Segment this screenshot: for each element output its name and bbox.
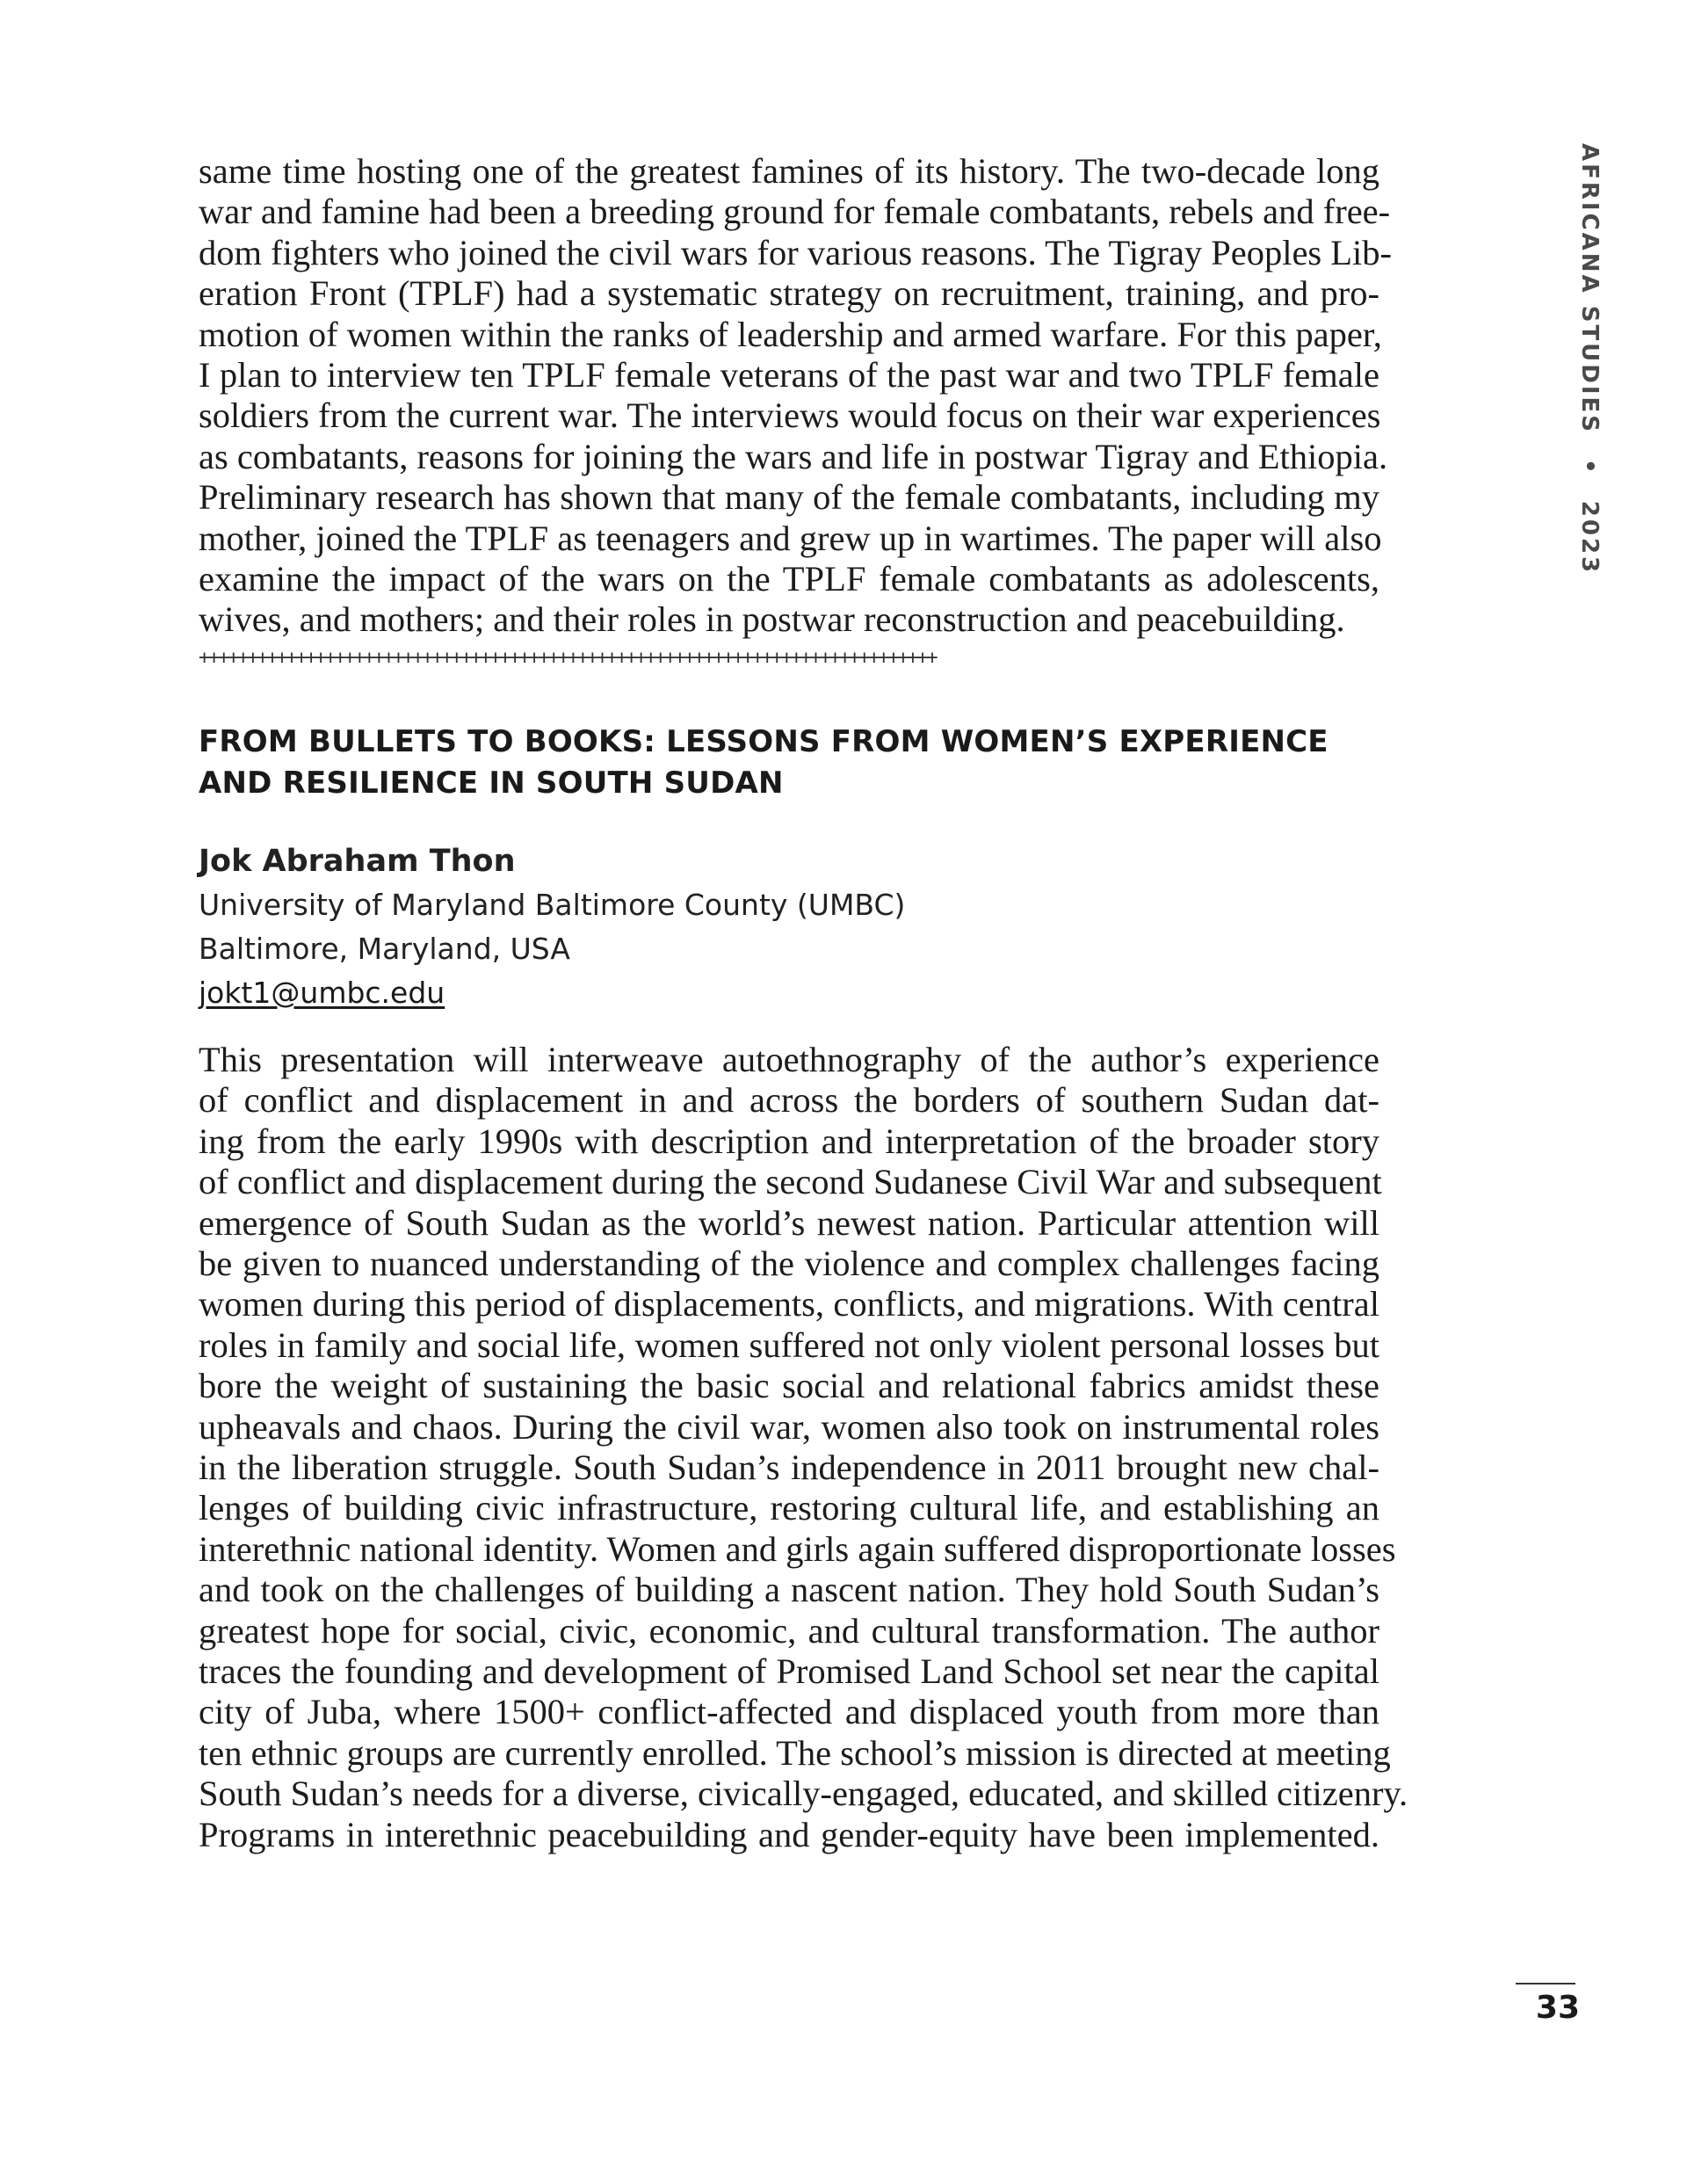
running-head-year: 2023 (1576, 500, 1603, 576)
paragraph-line: as combatants, reasons for joining the wars and life in postwar Tigray and Ethiopia. (199, 436, 1388, 476)
paragraph-line: and took on the challenges of building a nascent nation. They hold South Sudan’s (199, 1570, 1379, 1610)
author-location: Baltimore, Maryland, USA (199, 931, 570, 966)
paragraph-line: This presentation will interweave autoethnography of the author’s experience (199, 1039, 1379, 1079)
paragraph-line: greatest hope for social, civic, economic, and cultural transformation. The author (199, 1610, 1379, 1651)
article-title-line-2: AND RESILIENCE IN SOUTH SUDAN (199, 765, 784, 801)
author-email-link[interactable]: jokt1@umbc.edu (199, 975, 445, 1010)
section-separator: ++++++++++++++++++++++++++++++++++++++++++++++++++++++++++++++++++++++++++++ (199, 647, 937, 669)
intro-paragraph (199, 151, 1393, 641)
paragraph-line: motion of women within the ranks of leadership and armed warfare. For this paper, (199, 314, 1382, 354)
article-title-line-1: FROM BULLETS TO BOOKS: LESSONS FROM WOMEN’S EXPERIENCE (199, 723, 1329, 759)
article-title (199, 722, 1379, 804)
paragraph-line: interethnic national identity. Women and girls again suffered disproportionate losses (199, 1528, 1396, 1569)
author-institution: University of Maryland Baltimore County (UMBC) (199, 887, 906, 922)
paragraph-line: same time hosting one of the greatest famines of its history. The two-decade long (199, 151, 1379, 191)
paragraph-line: roles in family and social life, women suffered not only violent personal losses but (199, 1324, 1379, 1365)
paragraph-line: I plan to interview ten TPLF female veterans of the past war and two TPLF female (199, 355, 1379, 395)
paragraph-line: wives, and mothers; and their roles in postwar reconstruction and peacebuilding. (199, 599, 1345, 640)
paragraph-line: Programs in interethnic peacebuilding and gender-equity have been implemented. (199, 1814, 1379, 1854)
paragraph-line: city of Juba, where 1500+ conflict-affected and displaced youth from more than (199, 1692, 1379, 1732)
paragraph-line: upheavals and chaos. During the civil war, women also took on instrumental roles (199, 1406, 1379, 1447)
author-name: Jok Abraham Thon (199, 843, 516, 879)
paragraph-line: mother, joined the TPLF as teenagers and grew up in wartimes. The paper will also (199, 518, 1382, 558)
paragraph-line: Preliminary research has shown that many of the female combatants, including my (199, 477, 1379, 518)
paragraph-line: ing from the early 1990s with description and interpretation of the broader story (199, 1121, 1379, 1161)
page-number: 33 (1535, 1990, 1580, 2026)
paragraph-line: dom fighters who joined the civil wars for various reasons. The Tigray Peoples Lib- (199, 232, 1393, 272)
paragraph-line: be given to nuanced understanding of the violence and complex challenges facing (199, 1243, 1379, 1283)
paragraph-line: lenges of building civic infrastructure, restoring cultural life, and establishing an (199, 1488, 1379, 1528)
running-head-journal: AFRICANA STUDIES (1576, 143, 1603, 435)
paragraph-line: of conflict and displacement in and across the borders of southern Sudan dat- (199, 1080, 1379, 1121)
paragraph-line: women during this period of displacements, conflicts, and migrations. With central (199, 1284, 1379, 1324)
paragraph-line: eration Front (TPLF) had a systematic strategy on recruitment, training, and pro- (199, 273, 1379, 314)
paragraph-line: examine the impact of the wars on the TPLF female combatants as adolescents, (199, 559, 1379, 599)
page-number-rule (1516, 1983, 1575, 1984)
paragraph-line: in the liberation struggle. South Sudan’s independence in 2011 brought new chal- (199, 1447, 1379, 1487)
paragraph-line: ten ethnic groups are currently enrolled. The school’s mission is directed at meeting (199, 1732, 1391, 1773)
running-head-separator: • (1576, 459, 1603, 476)
paragraph-line: war and famine had been a breeding ground for female combatants, rebels and free- (199, 192, 1391, 232)
paragraph-line: soldiers from the current war. The interviews would focus on their war experiences (199, 395, 1381, 436)
paragraph-line: emergence of South Sudan as the world’s newest nation. Particular attention will (199, 1202, 1379, 1243)
paragraph-line: bore the weight of sustaining the basic social and relational fabrics amidst these (199, 1366, 1379, 1406)
main-column (199, 151, 1408, 1855)
paragraph-line: South Sudan’s needs for a diverse, civically-engaged, educated, and skilled citizenry. (199, 1774, 1408, 1814)
abstract-paragraph (199, 1039, 1408, 1855)
paragraph-line: traces the founding and development of Promised Land School set near the capital (199, 1651, 1379, 1691)
author-block (199, 839, 1379, 1015)
running-head (1562, 143, 1603, 576)
paragraph-line: of conflict and displacement during the second Sudanese Civil War and subsequent (199, 1162, 1382, 1202)
